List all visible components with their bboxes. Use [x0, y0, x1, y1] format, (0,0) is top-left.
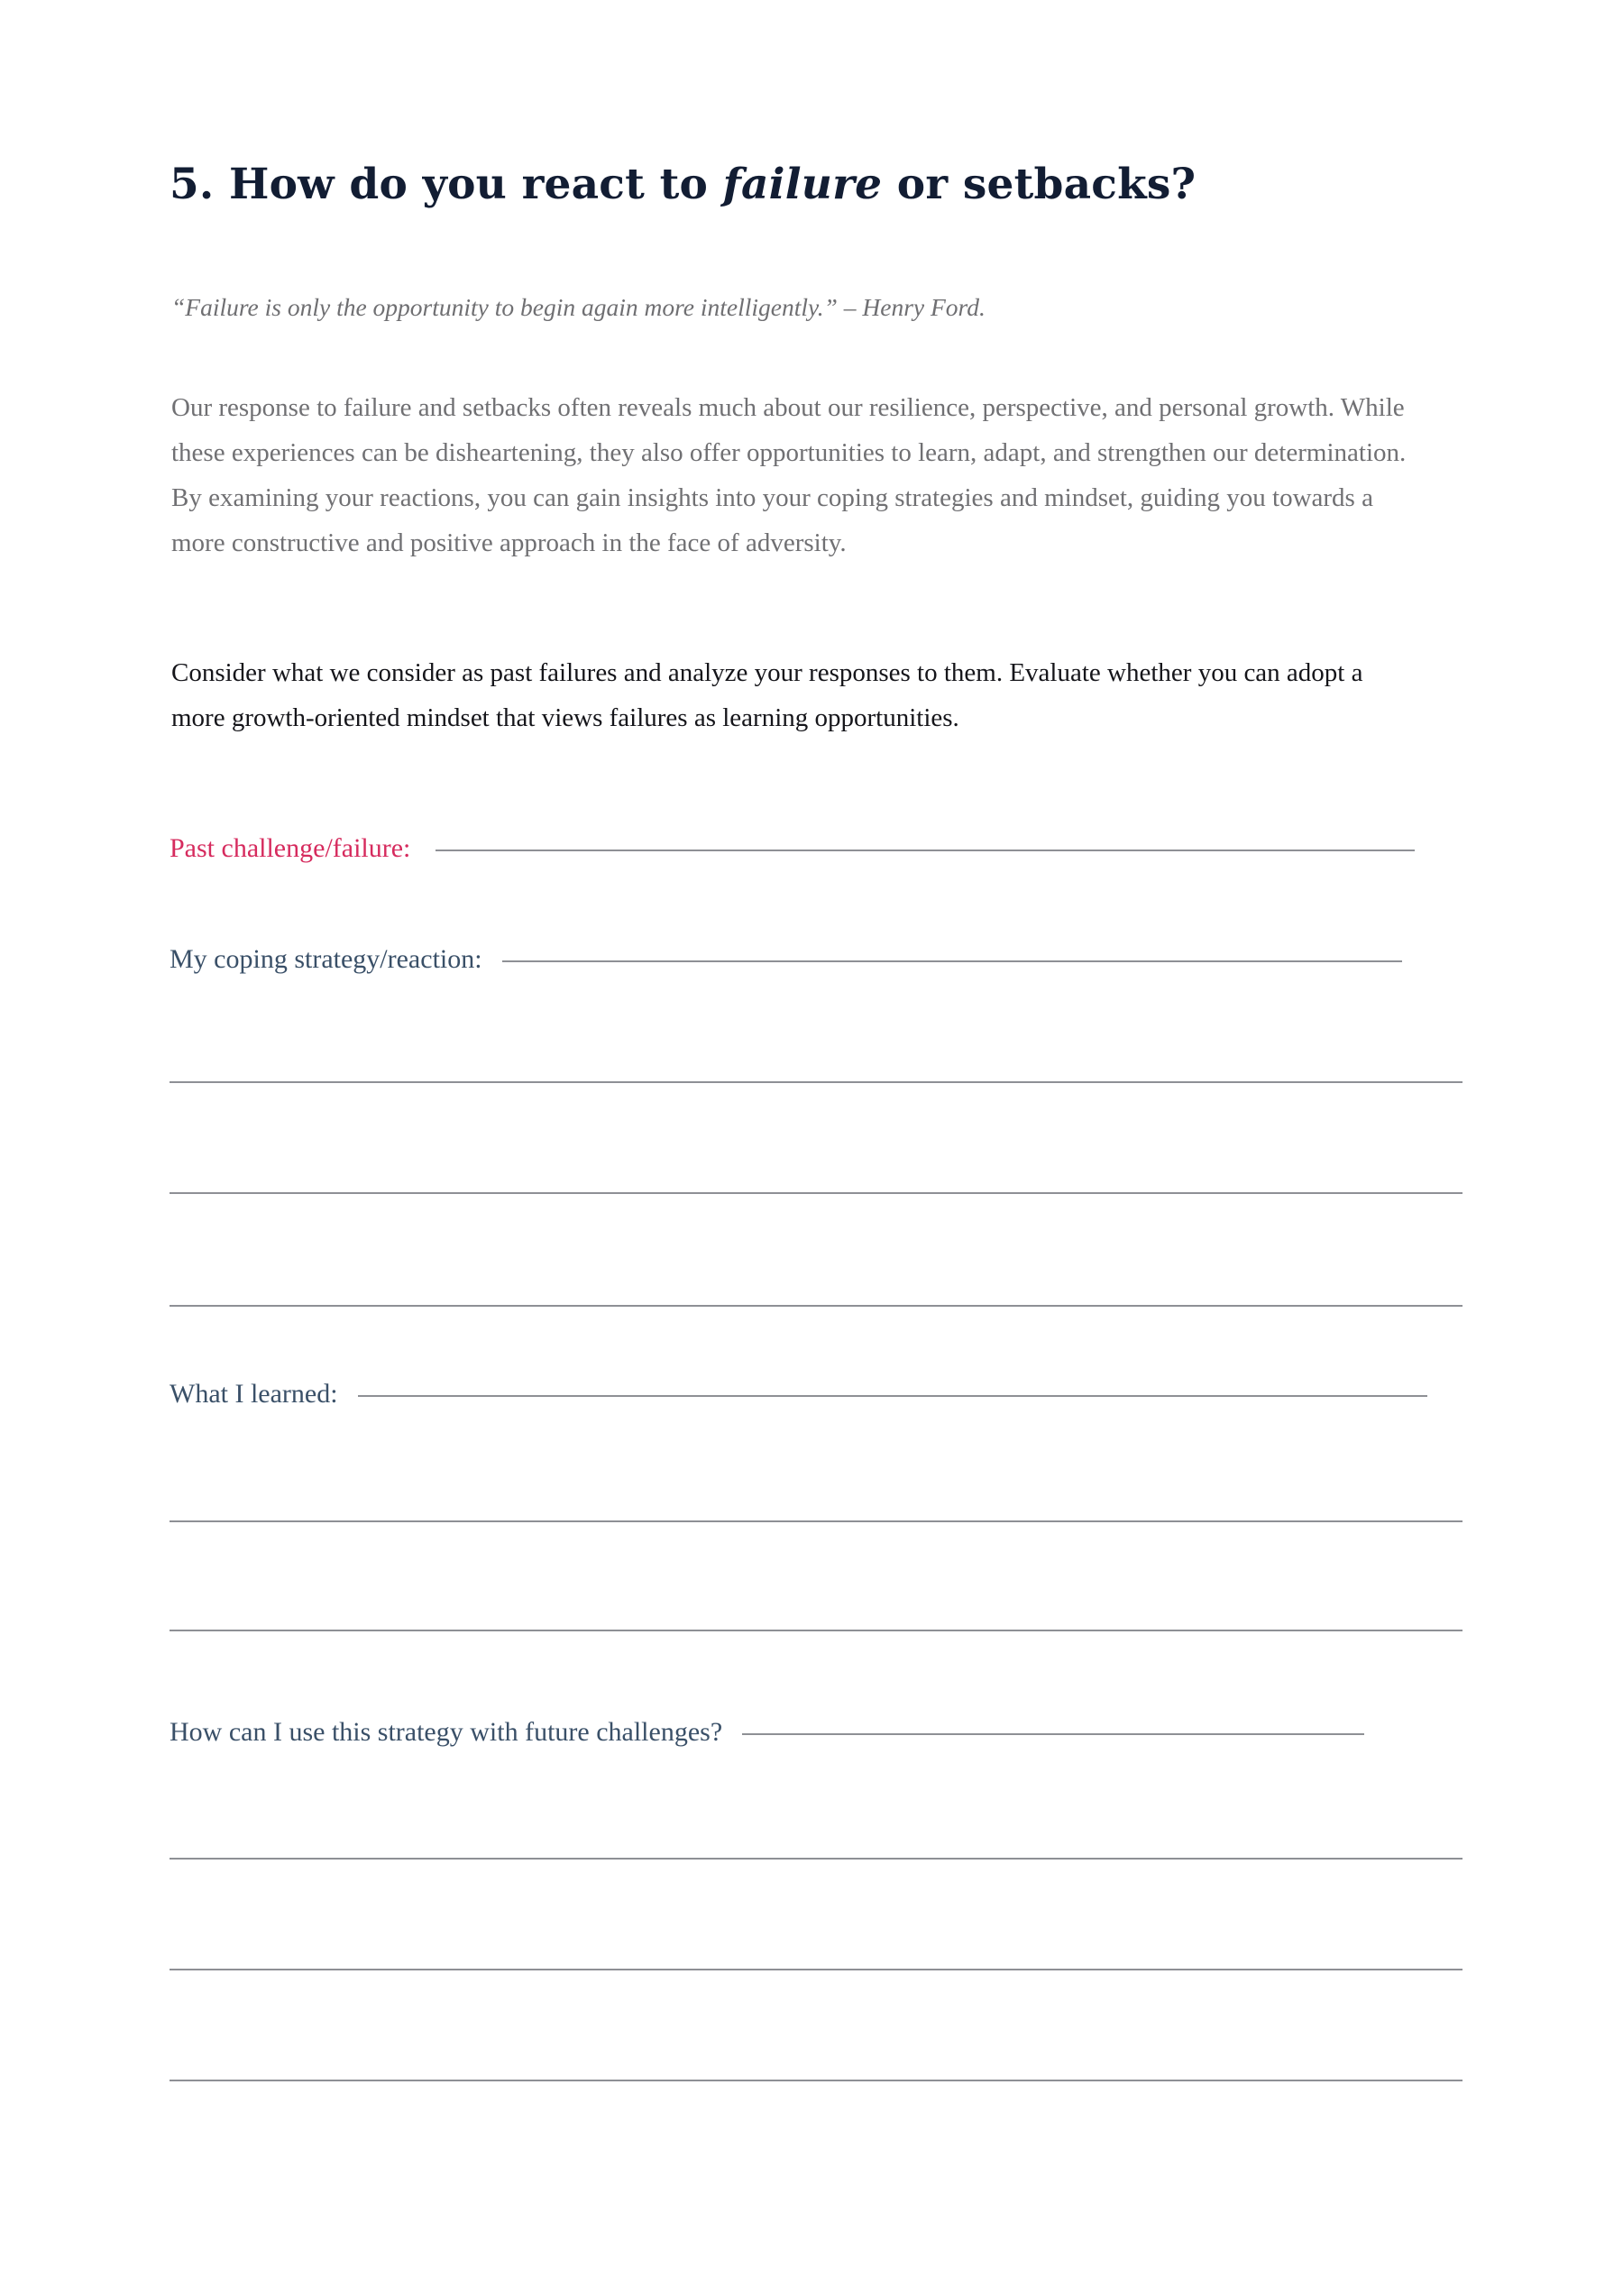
page-title — [170, 161, 1463, 208]
write-line-coping-strategy[interactable] — [502, 960, 1402, 962]
field-label-what-learned: What I learned: — [170, 1379, 338, 1409]
page-title-prefix: 5. How do you react to — [170, 160, 723, 210]
write-line-future-4[interactable] — [170, 2080, 1463, 2081]
write-line-coping-3[interactable] — [170, 1192, 1463, 1194]
field-label-future-use: How can I use this strategy with future challenges? — [170, 1717, 723, 1747]
write-line-coping-4[interactable] — [170, 1305, 1463, 1307]
write-line-coping-2[interactable] — [170, 1081, 1463, 1083]
write-line-learned-3[interactable] — [170, 1630, 1463, 1631]
field-label-past-challenge: Past challenge/failure: — [170, 833, 411, 863]
field-label-coping-strategy: My coping strategy/reaction: — [170, 944, 482, 974]
write-line-what-learned[interactable] — [358, 1395, 1427, 1397]
field-future-use — [170, 1715, 1463, 1750]
write-line-future-3[interactable] — [170, 1969, 1463, 1970]
action-paragraph: Consider what we consider as past failures and analyze your responses to them. Evaluate whether you can adopt a more growth-oriented mindset that views failures as learning opportunities. — [171, 658, 1363, 732]
field-what-learned — [170, 1377, 1463, 1411]
write-line-learned-2[interactable] — [170, 1520, 1463, 1522]
page-title-suffix: or setbacks? — [882, 160, 1197, 210]
intro-paragraph: Our response to failure and setbacks often reveals much about our resilience, perspective, and personal growth. While these experiences can be disheartening, they also offer opportunities to learn, adapt, and strengthen our determination. By examining your reactions, you can gain insights into your coping strategies and mindset, guiding you towards a more constructive and positive approach in the face of adversity. — [171, 393, 1407, 557]
write-line-past-challenge[interactable] — [436, 850, 1415, 851]
write-line-future-2[interactable] — [170, 1858, 1463, 1860]
page-title-italic-word: failure — [722, 160, 883, 210]
field-coping-strategy — [170, 942, 1463, 977]
write-line-future-use[interactable] — [742, 1733, 1364, 1735]
field-past-challenge — [170, 831, 1463, 866]
pull-quote: “Failure is only the opportunity to begin again more intelligently.” – Henry Ford. — [171, 292, 986, 321]
